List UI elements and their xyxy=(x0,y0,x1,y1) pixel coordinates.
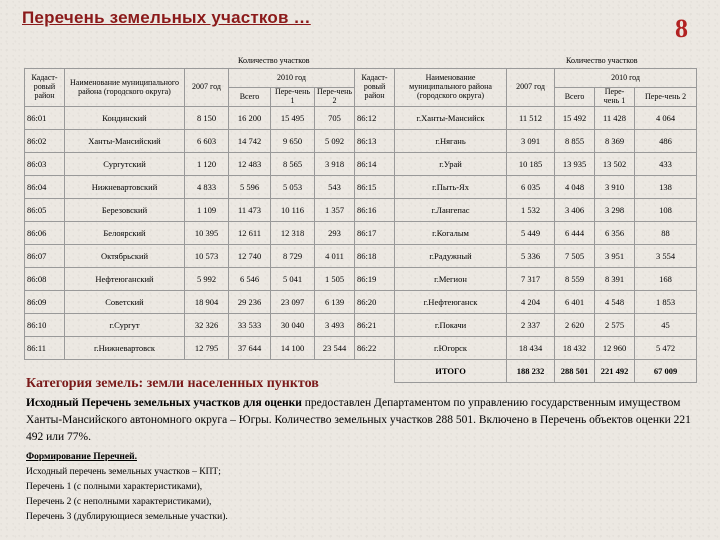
table-cell: 29 236 xyxy=(229,291,271,314)
table-cell: Нефтеюганский xyxy=(65,268,185,291)
table-cell: 18 432 xyxy=(555,337,595,360)
table-cell: 5 992 xyxy=(185,268,229,291)
col-list2-right: Пере-чень 2 xyxy=(635,88,697,107)
description-bold: Исходный Перечень земельных участков для оценки xyxy=(26,397,302,409)
table-cell: 5 596 xyxy=(229,176,271,199)
table-cell: 6 356 xyxy=(595,222,635,245)
formation-line: Исходный перечень земельных участков – КПТ; xyxy=(26,467,221,477)
table-cell: 10 116 xyxy=(271,199,315,222)
table-cell: 86:08 xyxy=(25,268,65,291)
col-cadastral-right: Кадаст-ровый район xyxy=(355,69,395,107)
table-cell: г.Нижневартовск xyxy=(65,337,185,360)
table-cell: 8 150 xyxy=(185,107,229,130)
col-2010-right: 2010 год xyxy=(555,69,697,88)
table-cell: 5 092 xyxy=(315,130,355,153)
table-cell: г.Югорск xyxy=(395,337,507,360)
total-list1: 221 492 xyxy=(595,360,635,383)
table-cell: г.Ханты-Мансийск xyxy=(395,107,507,130)
table-cell: 486 xyxy=(635,130,697,153)
table-cell: 86:17 xyxy=(355,222,395,245)
table-cell: Кондинский xyxy=(65,107,185,130)
col-municipal-left: Наименование муниципального района (городского округа) xyxy=(65,69,185,107)
table-row xyxy=(25,153,697,176)
total-all: 288 501 xyxy=(555,360,595,383)
table-cell: Сургутский xyxy=(65,153,185,176)
table-cell: 12 795 xyxy=(185,337,229,360)
total-list2: 67 009 xyxy=(635,360,697,383)
table-cell: Ханты-Мансийский xyxy=(65,130,185,153)
col-municipal-right: Наименование муниципального района (городского округа) xyxy=(395,69,507,107)
table-cell: 32 326 xyxy=(185,314,229,337)
header-row-1 xyxy=(25,69,697,88)
table-cell: 14 742 xyxy=(229,130,271,153)
table-cell: 15 492 xyxy=(555,107,595,130)
table-row xyxy=(25,176,697,199)
table-cell: г.Нягань xyxy=(395,130,507,153)
table-row xyxy=(25,314,697,337)
land-category: Категория земель: земли населенных пунктов xyxy=(26,376,319,391)
col-list2-left: Пере-чень 2 xyxy=(315,88,355,107)
table-cell: 86:22 xyxy=(355,337,395,360)
table-cell: 86:15 xyxy=(355,176,395,199)
table-cell: 12 483 xyxy=(229,153,271,176)
table-cell: 18 434 xyxy=(507,337,555,360)
table-cell: 12 611 xyxy=(229,222,271,245)
formation-line: Перечень 3 (дублирующиеся земельные участки). xyxy=(26,512,228,522)
table-cell: 3 910 xyxy=(595,176,635,199)
table-cell: 86:16 xyxy=(355,199,395,222)
table-row xyxy=(25,337,697,360)
total-2007: 188 232 xyxy=(507,360,555,383)
table-cell: 86:07 xyxy=(25,245,65,268)
table-cell: 3 091 xyxy=(507,130,555,153)
table-row xyxy=(25,245,697,268)
table-body xyxy=(25,69,697,383)
formation-block xyxy=(26,450,228,525)
table-cell: 293 xyxy=(315,222,355,245)
table-cell: г.Пыть-Ях xyxy=(395,176,507,199)
table-row xyxy=(25,291,697,314)
table-cell: г.Когалым xyxy=(395,222,507,245)
table-cell: 1 109 xyxy=(185,199,229,222)
formation-line: Перечень 2 (с неполными характеристиками), xyxy=(26,497,212,507)
table-cell: 3 554 xyxy=(635,245,697,268)
table-cell: 86:10 xyxy=(25,314,65,337)
table-cell: 12 960 xyxy=(595,337,635,360)
formation-heading: Формирование Перечней. xyxy=(26,452,137,462)
table-cell: 4 204 xyxy=(507,291,555,314)
table-row xyxy=(25,107,697,130)
table-cell: 6 035 xyxy=(507,176,555,199)
table-cell: 10 573 xyxy=(185,245,229,268)
table-cell: г.Лангепас xyxy=(395,199,507,222)
table-cell: Белоярский xyxy=(65,222,185,245)
table-cell: Советский xyxy=(65,291,185,314)
table-cell: 86:11 xyxy=(25,337,65,360)
table-cell: 86:04 xyxy=(25,176,65,199)
table-cell: 5 053 xyxy=(271,176,315,199)
table-cell: 88 xyxy=(635,222,697,245)
table-cell: 2 620 xyxy=(555,314,595,337)
table-cell: 108 xyxy=(635,199,697,222)
table-cell: г.Сургут xyxy=(65,314,185,337)
table-cell: 8 729 xyxy=(271,245,315,268)
col-2010-left: 2010 год xyxy=(229,69,355,88)
table-cell: 3 493 xyxy=(315,314,355,337)
table-cell: 8 559 xyxy=(555,268,595,291)
table-cell: 13 502 xyxy=(595,153,635,176)
table-cell: 3 918 xyxy=(315,153,355,176)
table-cell: 11 428 xyxy=(595,107,635,130)
page-title: Перечень земельных участков … xyxy=(22,8,311,27)
table-cell: 3 406 xyxy=(555,199,595,222)
table-cell: 5 041 xyxy=(271,268,315,291)
table-cell: 6 444 xyxy=(555,222,595,245)
description-rest: предоставлен Департаментом по управлению государственным имуществом Ханты-Мансийского автономного округа – Югры. Количество земельных участков 288 501. Включено в Перечень объектов оценки 221 492 или 77%. xyxy=(26,397,691,443)
table-cell: 13 935 xyxy=(555,153,595,176)
table-cell: 86:09 xyxy=(25,291,65,314)
table-cell: 86:20 xyxy=(355,291,395,314)
table-cell: 86:01 xyxy=(25,107,65,130)
table-cell: 138 xyxy=(635,176,697,199)
table-cell: 4 011 xyxy=(315,245,355,268)
table-cell: 86:12 xyxy=(355,107,395,130)
table-cell: 6 603 xyxy=(185,130,229,153)
col-2007-left: 2007 год xyxy=(185,69,229,107)
col-total-right: Всего xyxy=(555,88,595,107)
table-cell: 1 357 xyxy=(315,199,355,222)
table-row xyxy=(25,130,697,153)
table-cell: 86:14 xyxy=(355,153,395,176)
table-cell: Октябрьский xyxy=(65,245,185,268)
table-cell: 6 139 xyxy=(315,291,355,314)
land-plots-table xyxy=(24,68,697,383)
table-cell: 14 100 xyxy=(271,337,315,360)
group-label-left: Количество участков xyxy=(238,56,310,65)
table-row xyxy=(25,268,697,291)
slide-number: 8 xyxy=(675,14,688,43)
table-cell: 86:21 xyxy=(355,314,395,337)
table-cell: 16 200 xyxy=(229,107,271,130)
table-cell: г.Мегион xyxy=(395,268,507,291)
table-cell: 18 904 xyxy=(185,291,229,314)
col-list1-left: Пере-чень 1 xyxy=(271,88,315,107)
col-total-left: Всего xyxy=(229,88,271,107)
table-cell: 23 544 xyxy=(315,337,355,360)
table-cell: 3 298 xyxy=(595,199,635,222)
table-cell: 168 xyxy=(635,268,697,291)
table-cell: 12 740 xyxy=(229,245,271,268)
group-label-right: Количество участков xyxy=(566,56,638,65)
table-cell: 1 532 xyxy=(507,199,555,222)
table-cell: 8 565 xyxy=(271,153,315,176)
table-cell: 2 337 xyxy=(507,314,555,337)
table-cell: 45 xyxy=(635,314,697,337)
table-cell: 11 473 xyxy=(229,199,271,222)
table-cell: 86:19 xyxy=(355,268,395,291)
table-cell: 4 833 xyxy=(185,176,229,199)
table-cell: 433 xyxy=(635,153,697,176)
table-cell: 33 533 xyxy=(229,314,271,337)
total-label: ИТОГО xyxy=(395,360,507,383)
table-cell: 543 xyxy=(315,176,355,199)
table-cell: 4 064 xyxy=(635,107,697,130)
table-cell: 86:06 xyxy=(25,222,65,245)
table-cell: 15 495 xyxy=(271,107,315,130)
table-cell: 5 449 xyxy=(507,222,555,245)
table-cell: 10 185 xyxy=(507,153,555,176)
table-cell: 705 xyxy=(315,107,355,130)
table-cell: 86:05 xyxy=(25,199,65,222)
table-cell: 12 318 xyxy=(271,222,315,245)
table-cell: 86:02 xyxy=(25,130,65,153)
table-cell: 23 097 xyxy=(271,291,315,314)
formation-line: Перечень 1 (с полными характеристиками), xyxy=(26,482,203,492)
col-cadastral-left: Кадаст-ровый район xyxy=(25,69,65,107)
table-cell: г.Покачи xyxy=(395,314,507,337)
table-cell: 9 650 xyxy=(271,130,315,153)
table-cell: 4 548 xyxy=(595,291,635,314)
table-cell: г.Радужный xyxy=(395,245,507,268)
table-cell: 3 951 xyxy=(595,245,635,268)
col-list1-right: Пере-чень 1 xyxy=(595,88,635,107)
table-cell: Березовский xyxy=(65,199,185,222)
table-cell: 30 040 xyxy=(271,314,315,337)
table-row xyxy=(25,222,697,245)
table-cell: 6 546 xyxy=(229,268,271,291)
table-cell: 7 317 xyxy=(507,268,555,291)
table-cell: 1 853 xyxy=(635,291,697,314)
table-cell: 4 048 xyxy=(555,176,595,199)
table-cell: 1 120 xyxy=(185,153,229,176)
table-cell: 2 575 xyxy=(595,314,635,337)
table-cell: 7 505 xyxy=(555,245,595,268)
table-cell: 5 336 xyxy=(507,245,555,268)
table-cell: 37 644 xyxy=(229,337,271,360)
col-2007-right: 2007 год xyxy=(507,69,555,107)
table-cell: г.Нефтеюганск xyxy=(395,291,507,314)
table-cell: 10 395 xyxy=(185,222,229,245)
table-cell: 86:13 xyxy=(355,130,395,153)
table-cell: 5 472 xyxy=(635,337,697,360)
table-cell: 86:18 xyxy=(355,245,395,268)
table-cell: 8 369 xyxy=(595,130,635,153)
table-cell: 8 855 xyxy=(555,130,595,153)
table-cell: 8 391 xyxy=(595,268,635,291)
table-cell: 6 401 xyxy=(555,291,595,314)
table-cell: 86:03 xyxy=(25,153,65,176)
table-row xyxy=(25,199,697,222)
description-paragraph xyxy=(26,395,694,446)
table-cell: 11 512 xyxy=(507,107,555,130)
table-cell: г.Урай xyxy=(395,153,507,176)
table-cell: Нижневартовский xyxy=(65,176,185,199)
table-cell: 1 505 xyxy=(315,268,355,291)
